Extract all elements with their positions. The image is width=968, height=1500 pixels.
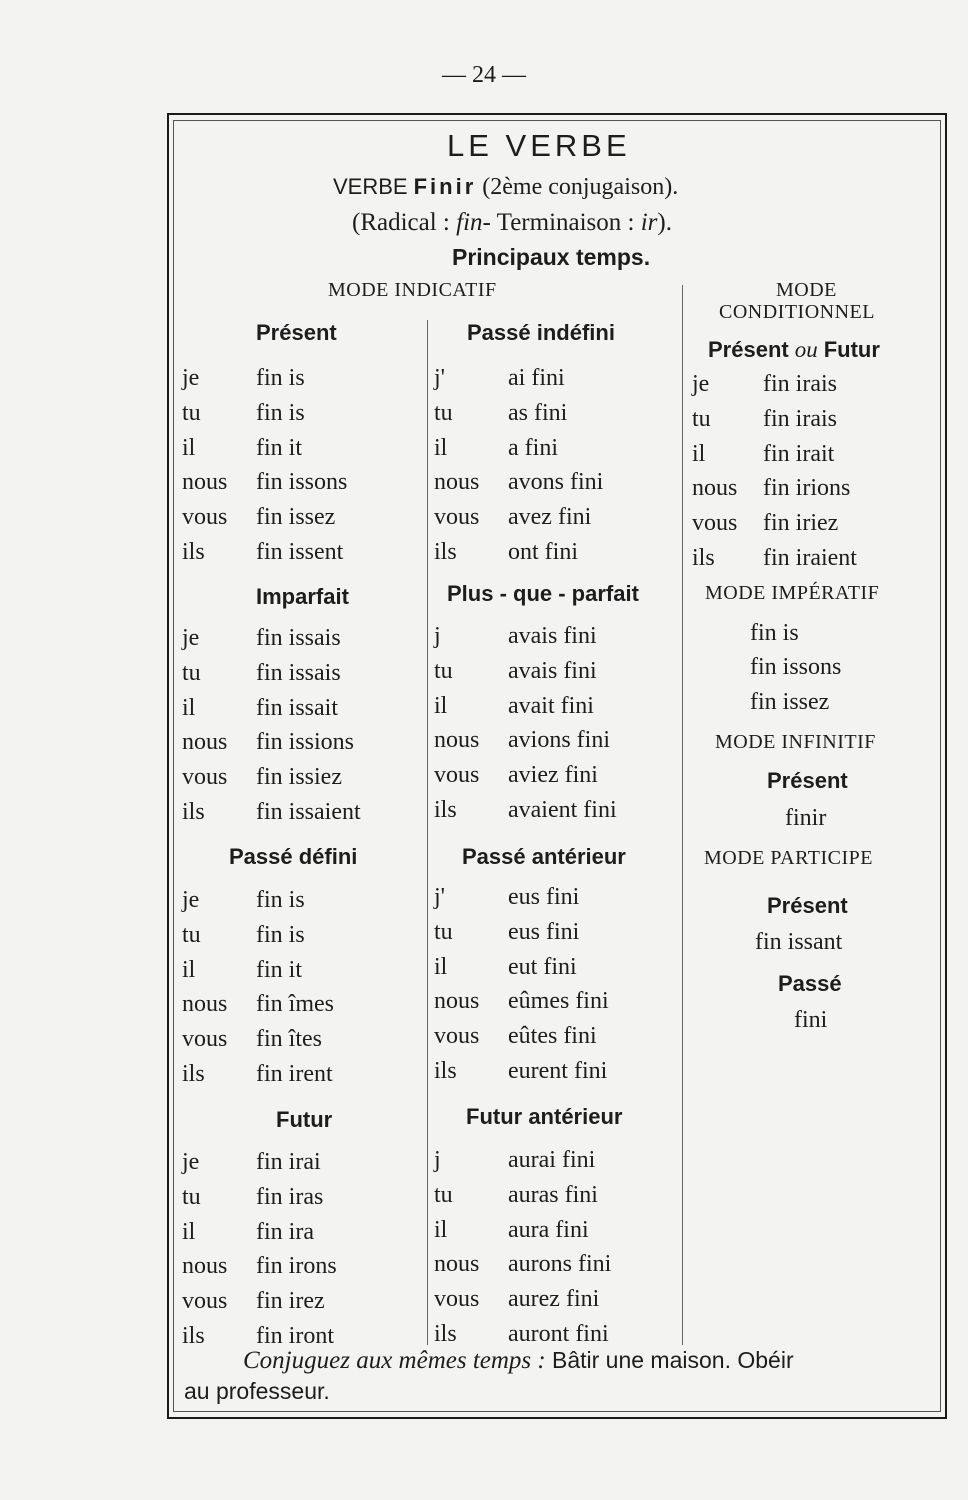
subtitle-suffix: (2ème conjugaison).: [482, 174, 679, 200]
plus-que-parfait-pronoun: il: [434, 693, 448, 719]
passe-anterieur-form: eut fini: [508, 954, 577, 980]
present-pronoun: il: [182, 435, 196, 461]
passe-anterieur-pronoun: j': [434, 884, 445, 910]
imparfait-pronoun: il: [182, 695, 196, 721]
futur-form: fin irons: [256, 1253, 337, 1279]
cond-title-ou: ou: [794, 337, 818, 362]
futur-pronoun: je: [182, 1149, 200, 1175]
passe-defini-pronoun: vous: [182, 1026, 228, 1052]
futur-anterieur-form: aura fini: [508, 1217, 589, 1243]
futur-anterieur-form: aurons fini: [508, 1251, 612, 1277]
imparfait-pronoun: nous: [182, 729, 228, 755]
passe-indefini-form: ont fini: [508, 539, 578, 565]
imparfait-form: fin issiez: [256, 764, 342, 790]
cond-title-b: Futur: [823, 337, 880, 362]
imperatif-form-2: fin issons: [750, 654, 842, 680]
passe-anterieur-pronoun: il: [434, 954, 448, 980]
futur-form: fin ira: [256, 1219, 314, 1245]
plus-que-parfait-form: avait fini: [508, 693, 594, 719]
passe-indefini-form: avons fini: [508, 469, 604, 495]
passe-anterieur-pronoun: tu: [434, 919, 453, 945]
column-divider-right: [682, 285, 683, 1345]
mode-infinitif-label: MODE INFINITIF: [715, 731, 876, 753]
imparfait-form: fin issais: [256, 660, 341, 686]
passe-defini-form: fin irent: [256, 1061, 333, 1087]
futur-anterieur-pronoun: nous: [434, 1251, 480, 1277]
imparfait-pronoun: je: [182, 625, 200, 651]
present-pronoun: vous: [182, 504, 228, 530]
radical-mid: - Terminaison :: [482, 209, 635, 236]
plus-que-parfait-pronoun: vous: [434, 762, 480, 788]
plus-que-parfait-pronoun: j: [434, 623, 441, 649]
conditionnel-pronoun: vous: [692, 510, 738, 536]
passe-anterieur-form: eûtes fini: [508, 1023, 597, 1049]
passe-anterieur-form: eus fini: [508, 919, 580, 945]
passe-defini-pronoun: nous: [182, 991, 228, 1017]
mode-participe-label: MODE PARTICIPE: [704, 847, 873, 869]
heading-futur-anterieur: Futur antérieur: [466, 1104, 623, 1129]
infinitif-present-title: Présent: [767, 768, 848, 793]
futur-form: fin iront: [256, 1323, 334, 1349]
futur-pronoun: il: [182, 1219, 196, 1245]
page-title: LE VERBE: [447, 128, 631, 163]
plus-que-parfait-form: avais fini: [508, 623, 597, 649]
cond-title-a: Présent: [708, 337, 789, 362]
conditionnel-pronoun: tu: [692, 406, 711, 432]
futur-pronoun: tu: [182, 1184, 201, 1210]
plus-que-parfait-form: avaient fini: [508, 797, 617, 823]
passe-defini-pronoun: il: [182, 957, 196, 983]
conditionnel-form: fin irais: [763, 406, 837, 432]
imperatif-form-3: fin issez: [750, 689, 830, 715]
heading-passe-defini: Passé défini: [229, 844, 358, 869]
passe-anterieur-pronoun: nous: [434, 988, 480, 1014]
exercise-text-1: Bâtir une maison. Obéir: [551, 1347, 794, 1373]
imparfait-pronoun: vous: [182, 764, 228, 790]
present-form: fin is: [256, 365, 305, 391]
imparfait-form: fin issait: [256, 695, 338, 721]
imparfait-form: fin issaient: [256, 799, 361, 825]
exercise-line-1: [243, 1348, 794, 1373]
plus-que-parfait-pronoun: nous: [434, 727, 480, 753]
verb-subtitle: [333, 175, 678, 199]
subtitle-prefix: VERBE: [333, 174, 408, 199]
futur-anterieur-form: aurez fini: [508, 1286, 600, 1312]
present-form: fin issez: [256, 504, 336, 530]
mode-conditionnel-label-1: MODE: [776, 279, 837, 301]
passe-anterieur-pronoun: vous: [434, 1023, 480, 1049]
conditionnel-form: fin irais: [763, 371, 837, 397]
futur-anterieur-form: auras fini: [508, 1182, 598, 1208]
passe-indefini-pronoun: j': [434, 365, 445, 391]
mode-conditionnel-label-2: CONDITIONNEL: [719, 301, 875, 323]
present-form: fin issons: [256, 469, 348, 495]
plus-que-parfait-form: avions fini: [508, 727, 610, 753]
conditionnel-pronoun: ils: [692, 545, 715, 571]
futur-pronoun: vous: [182, 1288, 228, 1314]
imparfait-pronoun: ils: [182, 799, 205, 825]
futur-anterieur-form: aurai fini: [508, 1147, 596, 1173]
participe-present-form: fin issant: [755, 929, 843, 955]
exercise-instruction: Conjuguez aux mêmes temps :: [243, 1347, 546, 1374]
passe-defini-form: fin it: [256, 957, 302, 983]
heading-conditionnel-present: [708, 338, 880, 362]
passe-indefini-pronoun: tu: [434, 400, 453, 426]
mode-imperatif-label: MODE IMPÉRATIF: [705, 582, 880, 604]
conditionnel-pronoun: je: [692, 371, 710, 397]
futur-anterieur-pronoun: j: [434, 1147, 441, 1173]
passe-anterieur-form: eus fini: [508, 884, 580, 910]
passe-anterieur-form: eûmes fini: [508, 988, 609, 1014]
heading-passe-anterieur: Passé antérieur: [462, 844, 626, 869]
passe-defini-form: fin is: [256, 922, 305, 948]
radical-open: (Radical :: [352, 209, 450, 236]
exercise-text-2: au professeur.: [184, 1378, 330, 1404]
futur-anterieur-pronoun: vous: [434, 1286, 480, 1312]
radical-close: ).: [657, 209, 672, 236]
page-number: — 24 —: [442, 62, 526, 88]
passe-defini-pronoun: ils: [182, 1061, 205, 1087]
heading-present: Présent: [256, 320, 337, 345]
passe-defini-pronoun: je: [182, 887, 200, 913]
present-form: fin issent: [256, 539, 344, 565]
plus-que-parfait-form: avais fini: [508, 658, 597, 684]
conditionnel-pronoun: il: [692, 441, 706, 467]
passe-anterieur-pronoun: ils: [434, 1058, 457, 1084]
conditionnel-form: fin irait: [763, 441, 835, 467]
heading-imparfait: Imparfait: [256, 584, 349, 609]
heading-plus-que-parfait: Plus - que - parfait: [447, 581, 639, 606]
present-form: fin it: [256, 435, 302, 461]
principal-title: Principaux temps.: [452, 244, 651, 270]
imparfait-pronoun: tu: [182, 660, 201, 686]
futur-anterieur-form: auront fini: [508, 1321, 609, 1347]
present-pronoun: je: [182, 365, 200, 391]
passe-indefini-pronoun: il: [434, 435, 448, 461]
conditionnel-pronoun: nous: [692, 475, 738, 501]
futur-form: fin iras: [256, 1184, 324, 1210]
conditionnel-form: fin irions: [763, 475, 851, 501]
participe-passe-title: Passé: [778, 971, 842, 996]
present-pronoun: tu: [182, 400, 201, 426]
passe-indefini-pronoun: vous: [434, 504, 480, 530]
imparfait-form: fin issions: [256, 729, 355, 755]
present-pronoun: ils: [182, 539, 205, 565]
radical-line: [352, 210, 672, 235]
passe-defini-form: fin is: [256, 887, 305, 913]
plus-que-parfait-pronoun: tu: [434, 658, 453, 684]
futur-anterieur-pronoun: ils: [434, 1321, 457, 1347]
present-pronoun: nous: [182, 469, 228, 495]
imparfait-form: fin issais: [256, 625, 341, 651]
passe-anterieur-form: eurent fini: [508, 1058, 608, 1084]
futur-pronoun: ils: [182, 1323, 205, 1349]
passe-indefini-form: as fini: [508, 400, 568, 426]
column-divider-left: [427, 320, 428, 1345]
plus-que-parfait-form: aviez fini: [508, 762, 598, 788]
heading-futur: Futur: [276, 1107, 333, 1132]
passe-indefini-form: a fini: [508, 435, 558, 461]
passe-indefini-form: avez fini: [508, 504, 592, 530]
passe-indefini-pronoun: ils: [434, 539, 457, 565]
futur-pronoun: nous: [182, 1253, 228, 1279]
ending-value: ir: [640, 209, 658, 236]
passe-indefini-form: ai fini: [508, 365, 565, 391]
participe-passe-form: fini: [794, 1007, 828, 1033]
passe-defini-form: fin îtes: [256, 1026, 322, 1052]
passe-indefini-pronoun: nous: [434, 469, 480, 495]
conditionnel-form: fin iriez: [763, 510, 839, 536]
futur-form: fin irez: [256, 1288, 325, 1314]
heading-passe-indefini: Passé indéfini: [467, 320, 615, 345]
futur-anterieur-pronoun: tu: [434, 1182, 453, 1208]
participe-present-title: Présent: [767, 893, 848, 918]
plus-que-parfait-pronoun: ils: [434, 797, 457, 823]
imperatif-form-1: fin is: [750, 620, 799, 646]
futur-form: fin irai: [256, 1149, 321, 1175]
conditionnel-form: fin iraient: [763, 545, 857, 571]
passe-defini-form: fin îmes: [256, 991, 334, 1017]
infinitif-form: finir: [785, 805, 827, 831]
passe-defini-pronoun: tu: [182, 922, 201, 948]
futur-anterieur-pronoun: il: [434, 1217, 448, 1243]
mode-indicatif-label: MODE INDICATIF: [328, 279, 497, 301]
radical-value: fin: [456, 209, 483, 236]
subtitle-verb: Finir: [413, 174, 477, 199]
present-form: fin is: [256, 400, 305, 426]
